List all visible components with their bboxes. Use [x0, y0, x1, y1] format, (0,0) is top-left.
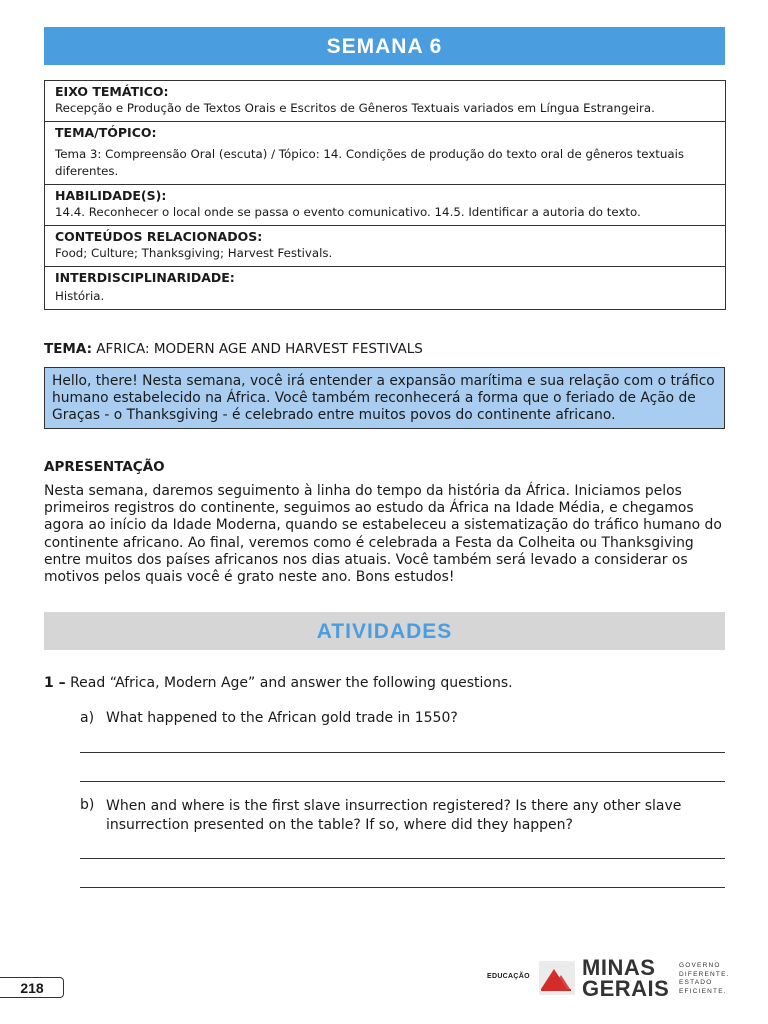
info-row-interdisciplinaridade — [45, 267, 726, 310]
page-number: 218 — [0, 977, 64, 998]
info-label: INTERDISCIPLINARIDADE: — [55, 270, 235, 285]
tema-label: TEMA: — [44, 341, 92, 357]
info-text: 14.4. Reconhecer o local onde se passa o evento comunicativo. 14.5. Identificar a autoria do texto. — [55, 205, 641, 219]
info-label: TEMA/TÓPICO: — [55, 125, 157, 140]
info-label: EIXO TEMÁTICO: — [55, 84, 169, 99]
week-banner: SEMANA 6 — [44, 27, 725, 65]
item-a-text: What happened to the African gold trade in 1550? — [106, 710, 458, 726]
info-row-habilidades — [45, 185, 726, 226]
governo-tagline: GOVERNO DIFERENTE. ESTADO EFICIENTE. — [679, 962, 730, 995]
tema-line — [44, 341, 423, 357]
info-text: História. — [55, 289, 105, 303]
question-text: Read “Africa, Modern Age” and answer the following questions. — [70, 675, 513, 691]
answer-line-b1[interactable] — [80, 858, 725, 859]
info-row-conteudos — [45, 226, 726, 267]
info-text: Recepção e Produção de Textos Orais e Escritos de Gêneros Textuais variados em Língua Estrangeira. — [55, 101, 655, 115]
info-label: HABILIDADE(S): — [55, 188, 167, 203]
educacao-label: EDUCAÇÃO — [487, 973, 530, 980]
answer-line-a1[interactable] — [80, 752, 725, 753]
answer-line-a2[interactable] — [80, 781, 725, 782]
info-row-tema — [45, 122, 726, 185]
info-text: Food; Culture; Thanksgiving; Harvest Festivals. — [55, 246, 333, 260]
info-label: CONTEÚDOS RELACIONADOS: — [55, 229, 263, 244]
item-b-text: When and where is the first slave insurrection registered? Is there any other slave insurrection presented on the table? If so, where did they happen? — [106, 798, 682, 833]
question-1 — [44, 675, 513, 691]
item-a-letter: a) — [80, 710, 95, 726]
triangle-logo-icon — [539, 961, 575, 995]
tema-text: AFRICA: MODERN AGE AND HARVEST FESTIVALS — [96, 341, 423, 357]
question-number: 1 – — [44, 675, 66, 691]
apresentacao-heading: APRESENTAÇÃO — [44, 459, 165, 475]
info-row-eixo — [45, 81, 726, 122]
answer-line-b2[interactable] — [80, 887, 725, 888]
apresentacao-text: Nesta semana, daremos seguimento à linha do tempo da história da África. Iniciamos pelos primeiros registros do continente, seguimos ao estudo da África na Idade Média, e chegamos agora ao início da Idade Moderna, quando se estabeleceu a sistematização do tráfico humano do continente africano. Ao final, veremos como é celebrada a Festa da Colheita ou Thanksgiving entre muitos dos países africanos nos dias atuais. Você também será levado a considerar os motivos pelos quais você é grato neste ano. Bons estudos! — [44, 483, 722, 586]
intro-box: Hello, there! Nesta semana, você irá entender a expansão marítima e sua relação com o tráfico humano estabelecido na África. Você também reconhecerá a forma que o feriado de Ação de Graças - o Thanksgiving - é celebrado entre muitos povos do continente africano. — [44, 367, 725, 429]
atividades-banner: ATIVIDADES — [44, 612, 725, 650]
item-b-letter: b) — [80, 797, 95, 813]
info-table — [44, 80, 726, 310]
minas-gerais-wordmark: MINAS GERAIS — [582, 955, 670, 1001]
info-text: Tema 3: Compreensão Oral (escuta) / Tópico: 14. Condições de produção do texto oral de gêneros textuais diferentes. — [55, 147, 685, 178]
minas-gerais-logo-icon — [539, 961, 575, 995]
